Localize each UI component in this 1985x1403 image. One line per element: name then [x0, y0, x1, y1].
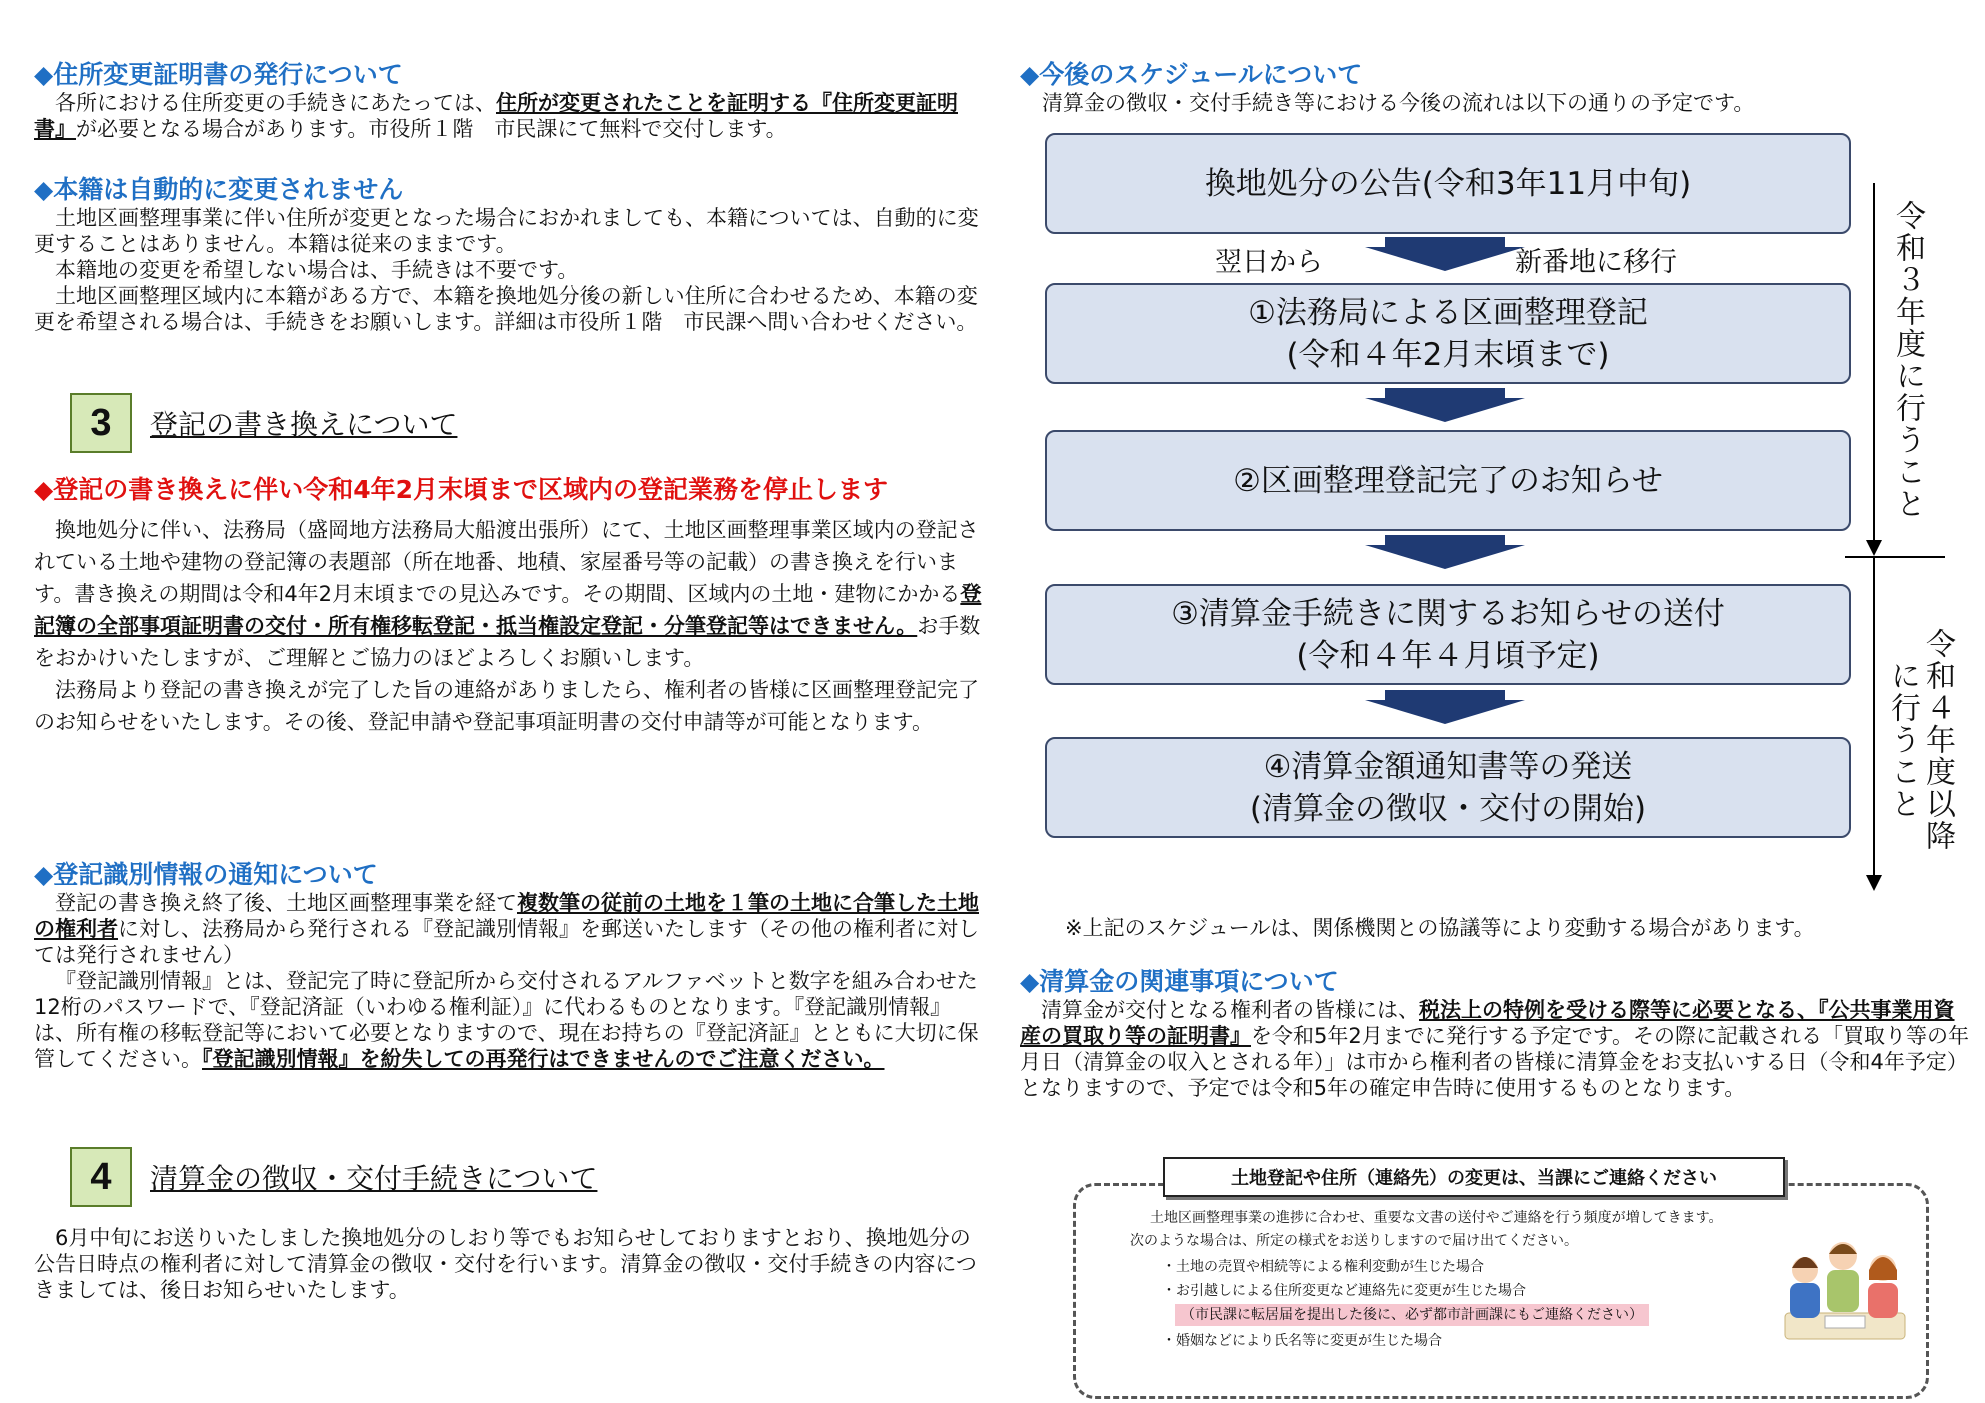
section-number: 3 — [70, 393, 132, 453]
related-text: 清算金が交付となる権利者の皆様には、税法上の特例を受ける際等に必要となる、『公共事業用資産の買取り等の証明書』を令和5年2月までに発行する予定です。その際に記載される「買取り等の年月日（清算金の収入とされる年）」は市から権利者の皆様に清算金をお支払いする日（令和4年予定）となりますので、予定では令和5年の確定申告時に使用するものとなります。 — [1020, 998, 1970, 1100]
contact-item-1: ・土地の売買や相続等による権利変動が生じた場合 — [1162, 1259, 1484, 1275]
flow-step-4: ④清算金額通知書等の発送 (清算金の徴収・交付の開始) — [1045, 737, 1851, 838]
related-section — [1020, 967, 1970, 1101]
schedule-heading: ◆今後のスケジュールについて — [1020, 60, 1363, 89]
period-fy4-label-a: 令和４年度以降 — [1920, 628, 1955, 852]
honseki-p1: 土地区画整理事業に伴い住所が変更となった場合におかれましても、本籍については、自動的に変更することはありません。本籍は従来のままです。 — [34, 206, 979, 256]
down-arrow-icon — [1365, 388, 1525, 422]
contact-line-1: 土地区画整理事業の進捗に合わせ、重要な文書の送付やご連絡を行う頻度が増してきます。 — [1150, 1210, 1723, 1226]
down-arrow-icon — [1365, 690, 1525, 724]
section-number: 4 — [70, 1147, 132, 1207]
id-info-p1: 登記の書き換え終了後、土地区画整理事業を経て複数筆の従前の土地を１筆の土地に合筆した土地の権利者に対し、法務局から発行される『登記識別情報』を郵送いたします（その他の権利者に対しては発行されません） — [34, 891, 979, 967]
honseki-p2: 本籍地の変更を希望しない場合は、手続きは不要です。 — [55, 258, 579, 282]
flow-step-1: ①法務局による区画整理登記 (令和４年2月末頃まで) — [1045, 283, 1851, 384]
address-cert-section — [34, 60, 984, 142]
arrow-right-label: 新番地に移行 — [1515, 247, 1677, 278]
section-3-header — [70, 393, 457, 453]
schedule-note: ※上記のスケジュールは、関係機関との協議等により変動する場合があります。 — [1065, 916, 1815, 940]
registry-p1: 換地処分に伴い、法務局（盛岡地方法務局大船渡出張所）にて、土地区画整理事業区域内の登記されている土地や建物の登記簿の表題部（所在地番、地積、家屋番号等の記載）の書き換えを行います。書き換えの期間は令和4年2月末頃までの見込みです。その期間、区域内の土地・建物にかかる登記簿の全部事項証明書の交付・所有権移転登記・抵当権設定登記・分筆登記等はできません。お手数をおかけいたしますが、ご理解とご協力のほどよろしくお願いします。 — [34, 518, 982, 670]
address-cert-text: 各所における住所変更の手続きにあたっては、住所が変更されたことを証明する『住所変更証明書』が必要となる場合があります。市役所１階 市民課にて無料で交付します。 — [34, 91, 958, 141]
period-fy4-label-b: に行うこと — [1885, 660, 1920, 820]
related-heading: ◆清算金の関連事項について — [1020, 967, 1339, 996]
honseki-p3: 土地区画整理区域内に本籍がある方で、本籍を換地処分後の新しい住所に合わせるため、本籍の変更を希望される場合は、手続きをお願いします。詳細は市役所１階 市民課へ問い合わせください。 — [34, 284, 978, 334]
contact-item-2: ・お引越しによる住所変更など連絡先に変更が生じた場合 — [1162, 1283, 1526, 1299]
timeline-line-1 — [1873, 183, 1875, 553]
section-4-header — [70, 1147, 597, 1207]
id-info-section — [34, 860, 984, 1072]
registry-p2: 法務局より登記の書き換えが完了した旨の連絡がありましたら、権利者の皆様に区画整理登記完了のお知らせをいたします。その後、登記申請や登記事項証明書の交付申請等が可能となります。 — [34, 678, 979, 734]
flow-step-2: ②区画整理登記完了のお知らせ — [1045, 430, 1851, 531]
honseki-section — [34, 175, 984, 335]
registry-suspension-heading: ◆登記の書き換えに伴い令和4年2月末頃まで区域内の登記業務を停止します — [34, 475, 889, 504]
registry-section — [34, 470, 984, 738]
schedule-intro: 清算金の徴収・交付手続き等における今後の流れは以下の通りの予定です。 — [1042, 91, 1755, 115]
flow-step-3: ③清算金手続きに関するお知らせの送付 (令和４年４月頃予定) — [1045, 584, 1851, 685]
settlement-text: 6月中旬にお送りいたしました換地処分のしおり等でもお知らせしておりますとおり、換地処分の公告日時点の権利者に対して清算金の徴収・交付を行います。清算金の徴収・交付手続きの内容につきましては、後日お知らせいたします。 — [34, 1226, 977, 1302]
period-fy3-label: 令和３年度に行うこと — [1890, 200, 1925, 520]
timeline-line-2 — [1873, 558, 1875, 878]
contact-item-3: ・婚姻などにより氏名等に変更が生じた場合 — [1162, 1333, 1442, 1349]
contact-highlight: （市民課に転居届を提出した後に、必ず都市計画課にもご連絡ください） — [1175, 1304, 1649, 1326]
down-arrow-icon — [1365, 237, 1525, 271]
contact-title: 土地登記や住所（連絡先）の変更は、当課にご連絡ください — [1163, 1157, 1785, 1197]
arrow-left-label: 翌日から — [1215, 247, 1323, 278]
id-info-heading: ◆登記識別情報の通知について — [34, 860, 378, 889]
timeline-arrowhead-icon — [1866, 540, 1882, 556]
settlement-section — [34, 1225, 984, 1303]
section-title: 登記の書き換えについて — [150, 408, 458, 441]
id-info-p2: 『登記識別情報』とは、登記完了時に登記所から交付されるアルファベットと数字を組み合わせた12桁のパスワードで、『登記済証（いわゆる権利証）』に代わるものとなります。『登記識別情報』は、所有権の移転登記等において必要となりますので、現在お持ちの『登記済証』とともに大切に保管してください。『登記識別情報』を紛失しての再発行はできませんのでご注意ください。 — [34, 969, 979, 1071]
contact-line-2: 次のような場合は、所定の様式をお送りしますので届け出てください。 — [1130, 1233, 1578, 1249]
address-cert-heading: ◆住所変更証明書の発行について — [34, 60, 403, 89]
section-title: 清算金の徴収・交付手続きについて — [150, 1162, 598, 1195]
down-arrow-icon — [1365, 535, 1525, 569]
timeline-divider — [1845, 556, 1945, 558]
schedule-header — [1020, 60, 1960, 116]
flow-step-announcement: 換地処分の公告(令和3年11月中旬) — [1045, 133, 1851, 234]
timeline-arrowhead-icon — [1866, 875, 1882, 891]
honseki-heading: ◆本籍は自動的に変更されません — [34, 175, 404, 204]
people-meeting-illustration — [1765, 1228, 1915, 1348]
